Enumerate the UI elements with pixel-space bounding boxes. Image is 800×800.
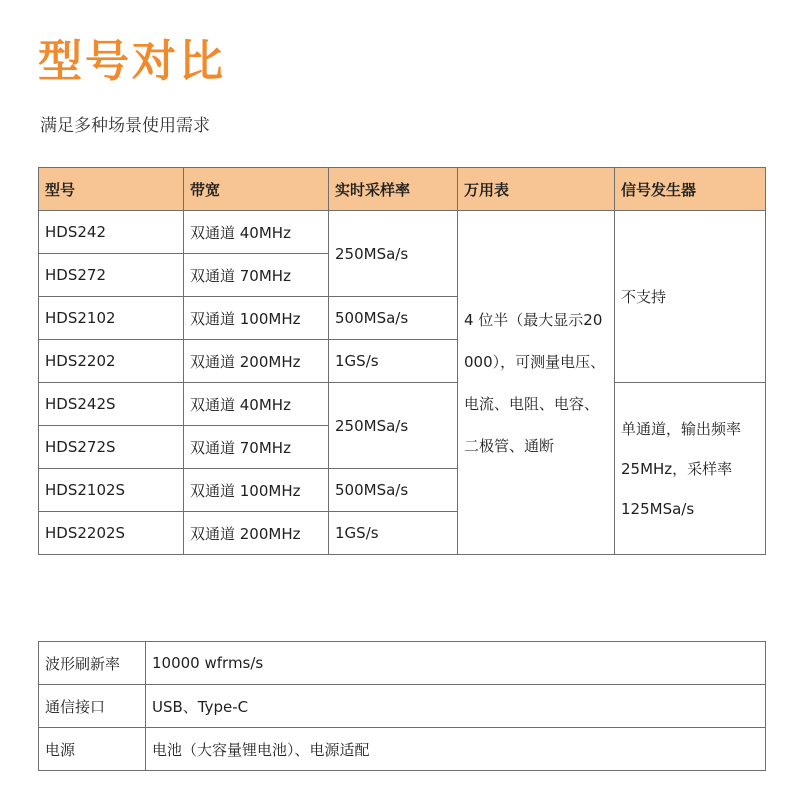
signal-generator-cell: 单通道，输出频率 25MHz，采样率 125MSa/s <box>615 383 766 555</box>
model-cell: HDS2202S <box>39 512 184 555</box>
table-row <box>39 728 766 771</box>
header-bandwidth: 带宽 <box>184 168 329 211</box>
page-subtitle: 满足多种场景使用需求 <box>40 116 210 136</box>
model-comparison-table <box>38 167 766 555</box>
header-sample-rate: 实时采样率 <box>329 168 458 211</box>
bandwidth-cell: 双通道 40MHz <box>184 211 329 254</box>
table-header-row <box>39 168 766 211</box>
model-cell: HDS2102S <box>39 469 184 512</box>
model-cell: HDS2202 <box>39 340 184 383</box>
spec-label: 波形刷新率 <box>39 642 146 685</box>
header-model: 型号 <box>39 168 184 211</box>
header-signal-generator: 信号发生器 <box>615 168 766 211</box>
table-row <box>39 383 766 426</box>
table-row <box>39 211 766 254</box>
spec-value: USB、Type-C <box>146 685 766 728</box>
spec-value: 10000 wfrms/s <box>146 642 766 685</box>
model-cell: HDS242S <box>39 383 184 426</box>
sample-rate-cell: 250MSa/s <box>329 211 458 297</box>
spec-value: 电池（大容量锂电池）、电源适配 <box>146 728 766 771</box>
spec-label: 电源 <box>39 728 146 771</box>
sample-rate-cell: 1GS/s <box>329 512 458 555</box>
model-cell: HDS272 <box>39 254 184 297</box>
sample-rate-cell: 500MSa/s <box>329 297 458 340</box>
bandwidth-cell: 双通道 200MHz <box>184 512 329 555</box>
page-title: 型号对比 <box>38 36 226 87</box>
signal-generator-cell: 不支持 <box>615 211 766 383</box>
bandwidth-cell: 双通道 100MHz <box>184 469 329 512</box>
bandwidth-cell: 双通道 70MHz <box>184 254 329 297</box>
sample-rate-cell: 1GS/s <box>329 340 458 383</box>
bandwidth-cell: 双通道 100MHz <box>184 297 329 340</box>
model-cell: HDS272S <box>39 426 184 469</box>
spec-label: 通信接口 <box>39 685 146 728</box>
bandwidth-cell: 双通道 200MHz <box>184 340 329 383</box>
bandwidth-cell: 双通道 40MHz <box>184 383 329 426</box>
model-cell: HDS2102 <box>39 297 184 340</box>
model-cell: HDS242 <box>39 211 184 254</box>
sample-rate-cell: 250MSa/s <box>329 383 458 469</box>
bandwidth-cell: 双通道 70MHz <box>184 426 329 469</box>
multimeter-cell: 4 位半（最大显示20000），可测量电压、电流、电阻、电容、二极管、通断 <box>458 211 615 555</box>
sample-rate-cell: 500MSa/s <box>329 469 458 512</box>
table-row <box>39 642 766 685</box>
header-multimeter: 万用表 <box>458 168 615 211</box>
table-row <box>39 685 766 728</box>
general-spec-table <box>38 641 766 771</box>
